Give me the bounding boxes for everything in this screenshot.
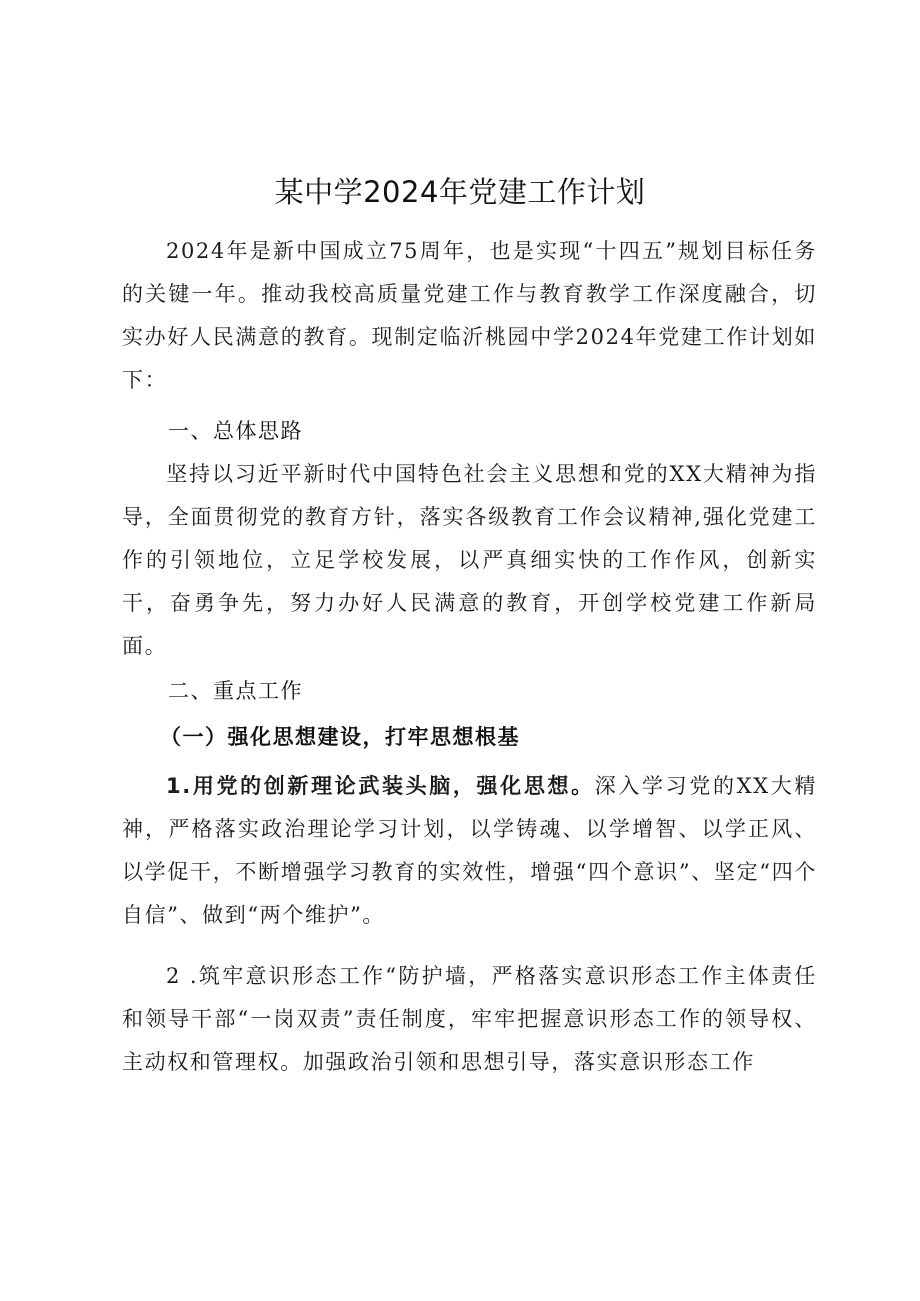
item-2-text: 2 .筑牢意识形态工作“防护墙，严格落实意识形态工作主体责任和领导干部“一岗双责”责任制度，牢牢把握意识形态工作的领导权、主动权和管理权。加强政治引领和思想引导，落实意识形态工作 [122,964,817,1074]
document-title: 某中学2024年党建工作计划 [274,175,646,209]
item-1-text: 深入学习党的XX大精神，严格落实政治理论学习计划，以学铸魂、以学增智、以学正风、以学促干，不断增强学习教育的实效性，增强“四个意识”、坚定“四个自信”、做到“两个维护”。 [122,774,817,927]
item-1-paragraph [122,765,817,937]
item-2-paragraph [122,955,817,1084]
intro-text: 2024年是新中国成立75周年，也是实现“十四五”规划目标任务的关键一年。推动我校高质量党建工作与教育教学工作深度融合，切实办好人民满意的教育。现制定临沂桃园中学2024年党建工作计划如下： [122,239,817,392]
item-1-lead: 1.用党的创新理论武装头脑，强化思想。 [166,774,595,798]
section-heading-key-work: 二、重点工作 [168,679,303,703]
section-heading-overall-approach: 一、总体思路 [168,419,303,443]
intro-paragraph [122,230,817,402]
subsection-heading-ideology: （一）强化思想建设，打牢思想根基 [160,725,520,749]
overall-approach-paragraph [122,453,817,668]
overall-approach-text: 坚持以习近平新时代中国特色社会主义思想和党的XX大精神为指导，全面贯彻党的教育方针，落实各级教育工作会议精神,强化党建工作的引领地位，立足学校发展，以严真细实快的工作作风，创新实干，奋勇争先，努力办好人民满意的教育，开创学校党建工作新局面。 [122,462,817,658]
